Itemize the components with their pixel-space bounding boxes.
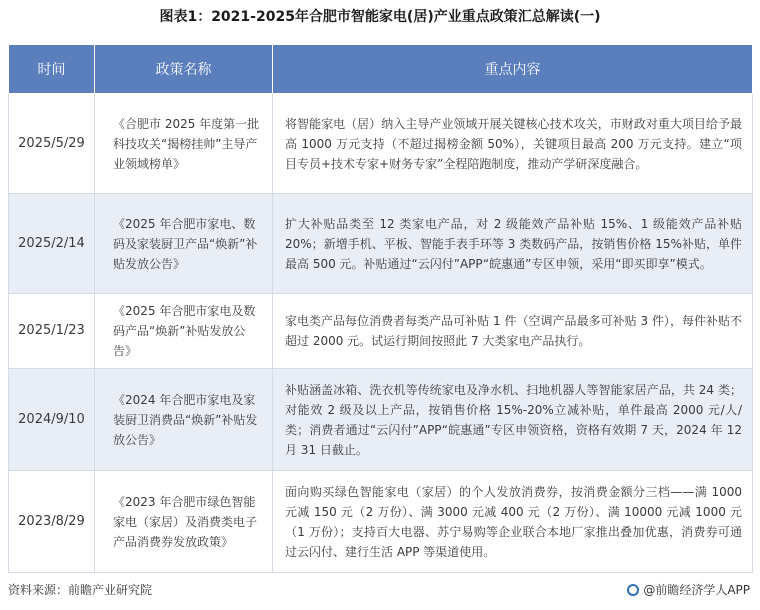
row-policy: 《2025 年合肥市家电、数码及家装厨卫产品“焕新”补贴发放公告》: [95, 194, 273, 294]
row-policy: 《2025 年合肥市家电及数码产品“焕新”补贴发放公告》: [95, 294, 273, 369]
chart-title: 图表1：2021-2025年合肥市智能家电(居)产业重点政策汇总解读(一): [159, 9, 601, 25]
row-date: 2025/1/23: [9, 294, 95, 369]
row-content: 将智能家电（居）纳入主导产业领域开展关键核心技术攻关，市财政对重大项目给予最高 1000 万元支持（不超过揭榜金额 50%），关键项目最高 200 万元支持。建立“项目专员+技术专家+财务专家”全程陪跑制度，推动产学研深度融合。: [273, 94, 753, 194]
table-row: [9, 294, 753, 369]
row-policy: 《2024 年合肥市家电及家装厨卫消费品“焕新”补贴发放公告》: [95, 369, 273, 471]
table-row: [9, 369, 753, 471]
row-date: 2023/8/29: [9, 471, 95, 573]
row-content: 家电类产品每位消费者每类产品可补贴 1 件（空调产品最多可补贴 3 件），每件补贴不超过 2000 元。试运行期间按照此 7 大类家电产品执行。: [273, 294, 753, 369]
header-date: 时间: [9, 45, 95, 94]
table-row: [9, 194, 753, 294]
row-content: 补贴涵盖冰箱、洗衣机等传统家电及净水机、扫地机器人等智能家居产品，共 24 类；对能效 2 级及以上产品，按销售价格 15%-20%立减补贴，单件最高 2000 元/人/类；消费者通过“云闪付”APP“皖惠通”专区申领资格，资格有效期 7 天，2024 年 12 月 31 日截止。: [273, 369, 753, 471]
table-row: [9, 471, 753, 573]
header-content: 重点内容: [273, 45, 753, 94]
table-row: [9, 94, 753, 194]
row-date: 2025/2/14: [9, 194, 95, 294]
row-policy: 《合肥市 2025 年度第一批科技攻关“揭榜挂帅”主导产业领域榜单》: [95, 94, 273, 194]
row-date: 2024/9/10: [9, 369, 95, 471]
source-note: 资料来源：前瞻产业研究院: [8, 583, 153, 597]
row-content: 面向购买绿色智能家电（家居）的个人发放消费券，按消费金额分三档——满 1000 元减 150 元（2 万份）、满 3000 元减 400 元（2 万份）、满 10000 元减 1000 元（1 万份）；支持百大电器、苏宁易购等企业联合本地厂家推出叠加优惠，消费券可通过云闪付、建行生活 APP 等渠道使用。: [273, 471, 753, 573]
brand-logo-icon: [627, 584, 639, 596]
row-policy: 《2023 年合肥市绿色智能家电（家居）及消费类电子产品消费券发放政策》: [95, 471, 273, 573]
brand-credit: [627, 581, 750, 598]
row-content: 扩大补贴品类至 12 类家电产品，对 2 级能效产品补贴 15%、1 级能效产品补贴 20%；新增手机、平板、智能手表手环等 3 类数码产品，按销售价格 15%补贴，单件最高 500 元。补贴通过“云闪付”APP“皖惠通”专区申领，采用“即买即享”模式。: [273, 194, 753, 294]
policy-table: [8, 44, 753, 573]
brand-label: @前瞻经济学人APP: [643, 583, 750, 597]
table-header-row: [9, 45, 753, 94]
header-policy: 政策名称: [95, 45, 273, 94]
row-date: 2025/5/29: [9, 94, 95, 194]
